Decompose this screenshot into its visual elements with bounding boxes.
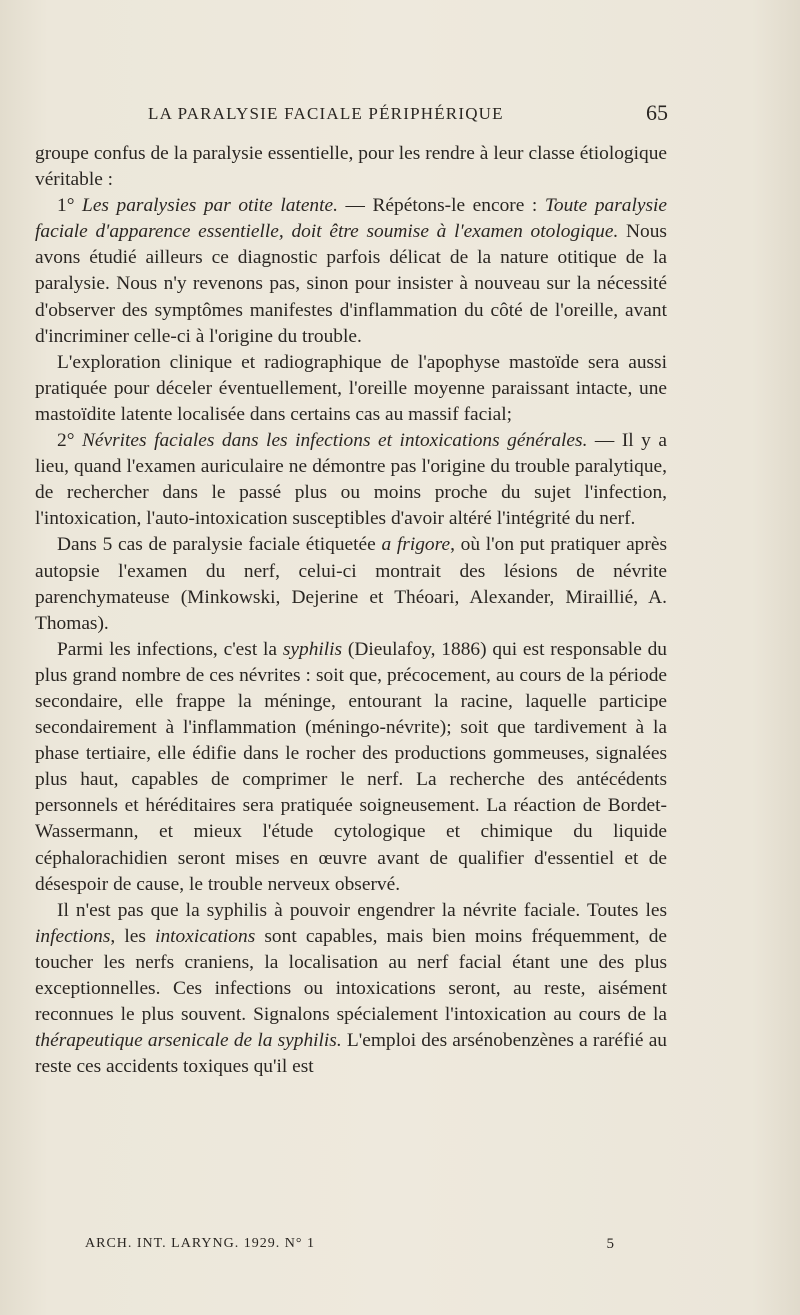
page-number: 65 <box>646 100 668 125</box>
text-run: L'emploi des arsénobenzènes a raréfié au reste ces accidents toxiques qu'il est <box>35 1030 667 1078</box>
paragraph <box>35 141 667 193</box>
italic-text-run: Les paralysies par otite latente. <box>82 195 338 217</box>
italic-text-run: thérapeutique arsenicale de la syphilis. <box>35 1030 342 1052</box>
paragraph <box>35 637 667 898</box>
paragraph <box>35 193 667 350</box>
text-run: (Dieulafoy, 1886) qui est responsable du plus grand nombre de ces névrites : soit que, précocement, au cours de la période secondaire, elle frappe la méninge, entourant la racine, laquelle participe secondairement à l'inflammation (méningo-névrite); soit que tardivement à la phase tertiaire, elle édifie dans le rocher des productions gommeuses, signalées plus haut, capables de comprimer le nerf. La recherche des antécédents personnels et héréditaires sera pratiquée soigneusement. La réaction de Bordet-Wassermann, et mieux l'étude cytologique et chimique du liquide céphalorachidien seront mises en œuvre avant de qualifier d'essentiel et de désespoir de cause, le trouble nerveux observé. <box>35 638 668 895</box>
text-run: , les <box>110 925 156 947</box>
italic-text-run: Névrites faciales dans les infections et intoxications générales. <box>81 430 588 452</box>
italic-text-run: intoxications <box>155 925 256 947</box>
italic-text-run: infections <box>35 925 111 947</box>
body-text <box>35 141 667 1080</box>
text-run: L'exploration clinique et radiographique de l'apophyse mastoïde sera aussi pratiquée pour déceler éventuellement, l'oreille moyenne paraissant intacte, une mastoïdite latente localisée dans certains cas au massif facial; <box>35 351 667 425</box>
running-title: LA PARALYSIE FACIALE PÉRIPHÉRIQUE <box>148 104 504 123</box>
text-run: Nous avons étudié ailleurs ce diagnostic parfois délicat de la nature otitique de la paralysie. Nous n'y revenons pas, sinon pour insister à nouveau sur la nécessité d'observer des symptômes manifestes d'inflammation du côté de l'oreille, avant d'incriminer celle-ci à l'origine du trouble. <box>35 221 667 347</box>
paragraph <box>35 350 667 428</box>
paragraph <box>35 428 667 532</box>
text-run: Parmi les infections, c'est la <box>57 638 283 660</box>
text-run: Dans 5 cas de paralysie faciale étiquetée <box>57 534 382 556</box>
paragraph <box>35 532 667 636</box>
text-run: groupe confus de la paralysie essentielle, pour les rendre à leur classe étiologique véritable : <box>35 143 667 191</box>
text-run: 2° <box>57 430 82 452</box>
page-header <box>148 100 668 130</box>
text-run: — Il y a lieu, quand l'examen auriculaire ne démontre pas l'origine du trouble paralytique, de rechercher dans le passé plus ou moins proche du sujet l'infection, l'intoxication, l'auto-intoxication susceptibles d'avoir altéré l'intégrité du nerf. <box>35 430 667 530</box>
journal-signature: ARCH. INT. LARYNG. 1929. N° 1 <box>85 1236 315 1251</box>
sheet-number: 5 <box>606 1236 615 1252</box>
italic-text-run: a frigore <box>381 534 451 556</box>
text-run: Il n'est pas que la syphilis à pouvoir engendrer la névrite faciale. Toutes les <box>57 899 667 921</box>
text-run: sont capables, mais bien moins fréquemment, de toucher les nerfs craniens, la localisation au nerf facial étant une des plus exceptionnelles. Ces infections ou intoxications seront, au reste, aisément reconnues le plus souvent. Signalons spécialement l'intoxication au cours de la <box>35 925 667 1026</box>
text-run: — Répétons-le encore : <box>337 195 545 217</box>
paragraph <box>35 898 667 1081</box>
text-run: 1° <box>57 195 83 217</box>
italic-text-run: syphilis <box>282 638 343 660</box>
italic-text-run: Toute paralysie faciale d'apparence essentielle, doit être soumise à l'examen otologique. <box>35 195 667 243</box>
text-run: , où l'on put pratiquer après autopsie l'examen du nerf, celui-ci montrait des lésions de névrite parenchymateuse (Minkowski, Dejerine et Théoari, Alexander, Miraillié, A. Thomas). <box>35 534 667 634</box>
